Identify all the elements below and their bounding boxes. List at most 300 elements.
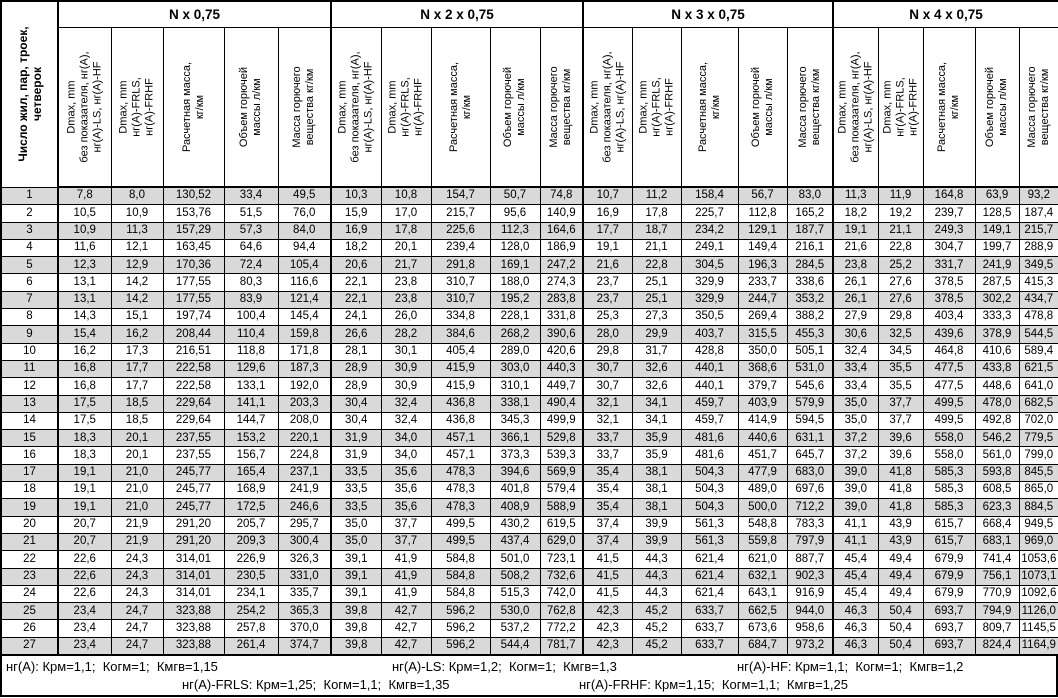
table-cell: 45,2	[632, 637, 681, 655]
table-cell: 163,45	[163, 239, 224, 256]
row-number-cell: 2	[1, 205, 58, 222]
table-cell: 478,0	[975, 395, 1019, 412]
table-cell: 209,3	[224, 533, 278, 550]
table-cell: 31,9	[331, 430, 381, 447]
table-cell: 159,8	[278, 326, 331, 343]
table-cell: 378,5	[923, 291, 975, 308]
table-cell: 289,0	[490, 343, 540, 360]
table-cell: 46,3	[833, 620, 878, 637]
row-number-cell: 24	[1, 585, 58, 602]
table-cell: 781,7	[540, 637, 583, 655]
table-cell: 63,9	[975, 187, 1019, 205]
table-cell: 440,1	[681, 360, 738, 377]
table-cell: 141,1	[224, 395, 278, 412]
table-cell: 16,8	[58, 378, 111, 395]
table-cell: 226,9	[224, 551, 278, 568]
table-cell: 436,8	[431, 412, 490, 429]
table-cell: 35,6	[381, 482, 431, 499]
table-cell: 23,8	[381, 274, 431, 291]
table-cell: 37,4	[583, 533, 632, 550]
table-row	[1, 533, 1058, 550]
row-number-cell: 7	[1, 291, 58, 308]
table-cell: 732,6	[540, 568, 583, 585]
table-cell: 16,9	[583, 205, 632, 222]
table-cell: 478,8	[1019, 309, 1058, 326]
note-entry: нг(A): Крм=1,1; Когм=1; Кмгв=1,15	[6, 659, 218, 675]
row-number-cell: 22	[1, 551, 58, 568]
table-cell: 14,2	[111, 291, 163, 308]
table-body	[1, 187, 1058, 655]
table-cell: 633,7	[681, 603, 738, 620]
table-cell: 13,1	[58, 291, 111, 308]
table-cell: 261,4	[224, 637, 278, 655]
table-cell: 188,0	[490, 274, 540, 291]
table-cell: 30,6	[833, 326, 878, 343]
table-cell: 229,64	[163, 395, 224, 412]
table-cell: 192,0	[278, 378, 331, 395]
table-cell: 742,0	[540, 585, 583, 602]
column-header	[540, 28, 583, 188]
column-header	[632, 28, 681, 188]
table-cell: 37,2	[833, 447, 878, 464]
table-cell: 23,8	[833, 257, 878, 274]
table-cell: 335,7	[278, 585, 331, 602]
table-cell: 56,7	[738, 187, 787, 205]
table-cell: 27,9	[833, 309, 878, 326]
table-cell: 334,8	[431, 309, 490, 326]
table-cell: 45,4	[833, 551, 878, 568]
table-cell: 15,9	[331, 205, 381, 222]
table-cell: 153,2	[224, 430, 278, 447]
table-cell: 35,6	[381, 499, 431, 516]
table-cell: 268,2	[490, 326, 540, 343]
table-cell: 18,5	[111, 395, 163, 412]
table-cell: 140,9	[540, 205, 583, 222]
table-cell: 478,3	[431, 464, 490, 481]
table-cell: 338,1	[490, 395, 540, 412]
table-cell: 845,5	[1019, 464, 1058, 481]
table-cell: 478,3	[431, 499, 490, 516]
table-cell: 39,8	[331, 637, 381, 655]
table-cell: 247,2	[540, 257, 583, 274]
row-number-cell: 26	[1, 620, 58, 637]
column-header-label: Расчетная масса, кг/км	[447, 61, 473, 153]
table-cell: 287,5	[975, 274, 1019, 291]
table-cell: 490,4	[540, 395, 583, 412]
table-cell: 464,8	[923, 343, 975, 360]
table-cell: 284,5	[787, 257, 833, 274]
table-cell: 244,7	[738, 291, 787, 308]
table-cell: 83,9	[224, 291, 278, 308]
table-cell: 558,0	[923, 447, 975, 464]
table-cell: 41,5	[583, 568, 632, 585]
table-cell: 559,8	[738, 533, 787, 550]
table-cell: 10,9	[58, 222, 111, 239]
column-header-label: Dmax, mm без показателя, нг(A), нг(A)-LS, нг(A)-HF	[336, 51, 375, 163]
table-cell: 643,1	[738, 585, 787, 602]
table-cell: 329,9	[681, 291, 738, 308]
table-cell: 23,4	[58, 603, 111, 620]
coefficients-note	[0, 656, 1058, 697]
table-cell: 314,01	[163, 551, 224, 568]
row-axis-header-label: Число жил, пар, троек, четверок	[15, 26, 44, 162]
table-row	[1, 637, 1058, 655]
row-number-cell: 17	[1, 464, 58, 481]
table-cell: 499,5	[923, 395, 975, 412]
table-cell: 164,6	[540, 222, 583, 239]
column-header-label: Dmax, mm нг(A)-FRLS, нг(A)-FRHF	[637, 77, 675, 137]
table-row	[1, 187, 1058, 205]
table-row	[1, 274, 1058, 291]
table-cell: 21,9	[111, 516, 163, 533]
table-cell: 41,8	[878, 464, 923, 481]
column-header	[787, 28, 833, 188]
table-cell: 283,8	[540, 291, 583, 308]
table-cell: 133,1	[224, 378, 278, 395]
table-cell: 756,1	[975, 568, 1019, 585]
table-cell: 199,7	[975, 239, 1019, 256]
table-cell: 215,7	[1019, 222, 1058, 239]
column-header-label: Объем горючей массы л/км	[749, 66, 775, 148]
table-cell: 245,77	[163, 482, 224, 499]
column-header-label: Масса горючего вещества кг/км	[1025, 66, 1051, 148]
table-cell: 274,3	[540, 274, 583, 291]
table-cell: 632,1	[738, 568, 787, 585]
table-cell: 504,3	[681, 482, 738, 499]
row-number-cell: 18	[1, 482, 58, 499]
table-cell: 237,55	[163, 430, 224, 447]
table-cell: 57,3	[224, 222, 278, 239]
table-cell: 12,1	[111, 239, 163, 256]
column-header-row	[1, 28, 1058, 188]
table-cell: 779,5	[1019, 430, 1058, 447]
row-number-cell: 19	[1, 499, 58, 516]
table-cell: 408,9	[490, 499, 540, 516]
table-cell: 457,1	[431, 430, 490, 447]
table-cell: 153,76	[163, 205, 224, 222]
table-cell: 187,4	[1019, 205, 1058, 222]
table-cell: 24,3	[111, 551, 163, 568]
table-cell: 315,5	[738, 326, 787, 343]
table-cell: 41,1	[833, 533, 878, 550]
table-cell: 21,7	[381, 257, 431, 274]
table-cell: 561,3	[681, 533, 738, 550]
table-cell: 130,52	[163, 187, 224, 205]
table-cell: 44,3	[632, 568, 681, 585]
table-cell: 230,5	[224, 568, 278, 585]
table-cell: 197,74	[163, 309, 224, 326]
table-cell: 585,3	[923, 464, 975, 481]
table-cell: 693,7	[923, 620, 975, 637]
table-cell: 44,3	[632, 551, 681, 568]
table-cell: 24,1	[331, 309, 381, 326]
table-cell: 100,4	[224, 309, 278, 326]
table-cell: 762,8	[540, 603, 583, 620]
table-row	[1, 291, 1058, 308]
table-cell: 17,5	[58, 412, 111, 429]
table-cell: 30,7	[583, 360, 632, 377]
table-cell: 21,9	[111, 533, 163, 550]
table-cell: 331,8	[540, 309, 583, 326]
table-cell: 428,8	[681, 343, 738, 360]
table-cell: 12,9	[111, 257, 163, 274]
table-cell: 50,4	[878, 637, 923, 655]
table-cell: 26,1	[833, 291, 878, 308]
table-cell: 973,2	[787, 637, 833, 655]
table-cell: 154,7	[431, 187, 490, 205]
table-cell: 39,9	[632, 533, 681, 550]
table-cell: 539,3	[540, 447, 583, 464]
row-number-cell: 27	[1, 637, 58, 655]
table-cell: 39,1	[331, 568, 381, 585]
table-row	[1, 412, 1058, 429]
table-cell: 353,2	[787, 291, 833, 308]
table-cell: 10,5	[58, 205, 111, 222]
table-cell: 401,8	[490, 482, 540, 499]
table-cell: 35,5	[878, 378, 923, 395]
table-row	[1, 378, 1058, 395]
table-cell: 824,4	[975, 637, 1019, 655]
table-row	[1, 585, 1058, 602]
table-cell: 22,8	[878, 239, 923, 256]
table-cell: 112,8	[738, 205, 787, 222]
table-cell: 35,9	[632, 430, 681, 447]
table-cell: 302,2	[975, 291, 1019, 308]
table-cell: 544,4	[490, 637, 540, 655]
table-cell: 35,4	[583, 482, 632, 499]
table-cell: 531,0	[787, 360, 833, 377]
column-header-label: Масса горючего вещества кг/км	[548, 66, 574, 148]
table-cell: 537,2	[490, 620, 540, 637]
table-cell: 679,9	[923, 551, 975, 568]
table-cell: 481,6	[681, 430, 738, 447]
table-cell: 21,6	[583, 257, 632, 274]
table-cell: 594,5	[787, 412, 833, 429]
table-cell: 32,1	[583, 412, 632, 429]
table-cell: 430,2	[490, 516, 540, 533]
table-row	[1, 516, 1058, 533]
table-cell: 171,8	[278, 343, 331, 360]
table-cell: 237,55	[163, 447, 224, 464]
table-cell: 49,4	[878, 568, 923, 585]
table-cell: 37,7	[381, 533, 431, 550]
table-cell: 172,5	[224, 499, 278, 516]
table-cell: 797,9	[787, 533, 833, 550]
table-cell: 51,5	[224, 205, 278, 222]
table-cell: 254,2	[224, 603, 278, 620]
table-cell: 34,1	[632, 412, 681, 429]
table-cell: 26,0	[381, 309, 431, 326]
table-cell: 21,1	[632, 239, 681, 256]
table-cell: 95,6	[490, 205, 540, 222]
table-cell: 234,1	[224, 585, 278, 602]
column-header-label: Объем горючей массы л/км	[984, 66, 1010, 148]
table-cell: 177,55	[163, 291, 224, 308]
table-cell: 19,1	[833, 222, 878, 239]
table-cell: 481,6	[681, 447, 738, 464]
table-cell: 34,0	[381, 430, 431, 447]
row-number-cell: 15	[1, 430, 58, 447]
table-row	[1, 360, 1058, 377]
table-cell: 459,7	[681, 395, 738, 412]
table-cell: 25,2	[878, 257, 923, 274]
table-cell: 548,8	[738, 516, 787, 533]
table-cell: 11,2	[632, 187, 681, 205]
table-cell: 884,5	[1019, 499, 1058, 516]
row-number-cell: 6	[1, 274, 58, 291]
table-cell: 508,2	[490, 568, 540, 585]
table-cell: 902,3	[787, 568, 833, 585]
table-row	[1, 499, 1058, 516]
table-cell: 208,0	[278, 412, 331, 429]
table-cell: 16,8	[58, 360, 111, 377]
table-cell: 22,8	[632, 257, 681, 274]
table-cell: 403,4	[923, 309, 975, 326]
note-entry: нг(A)-FRLS: Крм=1,25; Когм=1,1; Кмгв=1,35	[182, 677, 450, 693]
table-cell: 84,0	[278, 222, 331, 239]
table-cell: 216,1	[787, 239, 833, 256]
table-cell: 673,6	[738, 620, 787, 637]
table-cell: 105,4	[278, 257, 331, 274]
table-cell: 19,1	[583, 239, 632, 256]
column-header-label: Dmax, mm нг(A)-FRLS, нг(A)-FRHF	[386, 77, 425, 137]
table-cell: 916,9	[787, 585, 833, 602]
table-cell: 229,64	[163, 412, 224, 429]
table-cell: 712,2	[787, 499, 833, 516]
table-cell: 76,0	[278, 205, 331, 222]
table-cell: 30,4	[331, 395, 381, 412]
table-cell: 741,4	[975, 551, 1019, 568]
table-cell: 24,7	[111, 637, 163, 655]
row-number-cell: 23	[1, 568, 58, 585]
table-cell: 38,1	[632, 499, 681, 516]
table-cell: 439,6	[923, 326, 975, 343]
table-cell: 374,7	[278, 637, 331, 655]
table-cell: 170,36	[163, 257, 224, 274]
table-cell: 478,3	[431, 482, 490, 499]
table-cell: 15,1	[111, 309, 163, 326]
table-cell: 25,1	[632, 291, 681, 308]
table-cell: 633,7	[681, 637, 738, 655]
table-cell: 1053,6	[1019, 551, 1058, 568]
table-cell: 129,6	[224, 360, 278, 377]
table-cell: 33,5	[331, 464, 381, 481]
table-cell: 24,3	[111, 568, 163, 585]
table-cell: 37,7	[878, 412, 923, 429]
table-cell: 7,8	[58, 187, 111, 205]
table-cell: 17,0	[381, 205, 431, 222]
table-cell: 246,6	[278, 499, 331, 516]
table-cell: 205,7	[224, 516, 278, 533]
table-cell: 949,5	[1019, 516, 1058, 533]
table-cell: 234,2	[681, 222, 738, 239]
table-cell: 31,7	[632, 343, 681, 360]
table-cell: 38,1	[632, 482, 681, 499]
table-cell: 440,6	[738, 430, 787, 447]
table-cell: 196,3	[738, 257, 787, 274]
column-header-label: Dmax, mm без показателя, нг(A), нг(A)-LS, нг(A)-HF	[588, 51, 627, 163]
table-cell: 19,1	[58, 499, 111, 516]
table-cell: 403,9	[738, 395, 787, 412]
table-cell: 477,5	[923, 378, 975, 395]
table-cell: 39,0	[833, 464, 878, 481]
table-cell: 304,5	[681, 257, 738, 274]
table-cell: 448,6	[975, 378, 1019, 395]
table-cell: 216,51	[163, 343, 224, 360]
table-cell: 329,9	[681, 274, 738, 291]
table-cell: 415,3	[1019, 274, 1058, 291]
table-cell: 83,0	[787, 187, 833, 205]
table-cell: 310,1	[490, 378, 540, 395]
column-header	[278, 28, 331, 188]
table-cell: 17,5	[58, 395, 111, 412]
table-cell: 20,7	[58, 516, 111, 533]
group-header: N x 3 x 0,75	[583, 1, 833, 28]
table-cell: 20,1	[111, 430, 163, 447]
table-cell: 1145,5	[1019, 620, 1058, 637]
table-cell: 310,7	[431, 291, 490, 308]
table-cell: 46,3	[833, 603, 878, 620]
table-cell: 28,9	[331, 360, 381, 377]
table-cell: 770,9	[975, 585, 1019, 602]
column-header	[975, 28, 1019, 188]
table-cell: 45,4	[833, 585, 878, 602]
table-cell: 584,8	[431, 585, 490, 602]
table-cell: 18,3	[58, 447, 111, 464]
table-cell: 323,88	[163, 603, 224, 620]
table-cell: 45,2	[632, 620, 681, 637]
table-cell: 584,8	[431, 568, 490, 585]
table-cell: 323,88	[163, 637, 224, 655]
table-cell: 41,5	[583, 585, 632, 602]
table-cell: 225,6	[431, 222, 490, 239]
table-cell: 41,5	[583, 551, 632, 568]
table-row	[1, 205, 1058, 222]
table-cell: 304,7	[923, 239, 975, 256]
table-cell: 384,6	[431, 326, 490, 343]
group-header-row	[1, 1, 1058, 28]
table-cell: 30,9	[381, 360, 431, 377]
table-cell: 772,2	[540, 620, 583, 637]
table-cell: 1092,6	[1019, 585, 1058, 602]
table-cell: 50,7	[490, 187, 540, 205]
table-cell: 504,3	[681, 464, 738, 481]
table-cell: 440,1	[681, 378, 738, 395]
table-cell: 128,0	[490, 239, 540, 256]
table-cell: 489,0	[738, 482, 787, 499]
table-row	[1, 343, 1058, 360]
column-header	[224, 28, 278, 188]
table-cell: 10,7	[583, 187, 632, 205]
table-cell: 499,5	[431, 533, 490, 550]
table-cell: 457,1	[431, 447, 490, 464]
table-cell: 25,1	[632, 274, 681, 291]
table-cell: 621,4	[681, 551, 738, 568]
table-cell: 121,4	[278, 291, 331, 308]
table-cell: 33,4	[833, 378, 878, 395]
table-cell: 42,3	[583, 603, 632, 620]
table-cell: 245,77	[163, 464, 224, 481]
table-cell: 239,7	[923, 205, 975, 222]
table-cell: 225,7	[681, 205, 738, 222]
group-header: N x 0,75	[58, 1, 331, 28]
table-cell: 529,8	[540, 430, 583, 447]
note-entry: нг(A)-FRHF: Крм=1,15; Когм=1,1; Кмгв=1,25	[579, 677, 848, 693]
table-cell: 314,01	[163, 568, 224, 585]
table-cell: 32,4	[381, 412, 431, 429]
table-cell: 187,7	[787, 222, 833, 239]
table-cell: 168,9	[224, 482, 278, 499]
